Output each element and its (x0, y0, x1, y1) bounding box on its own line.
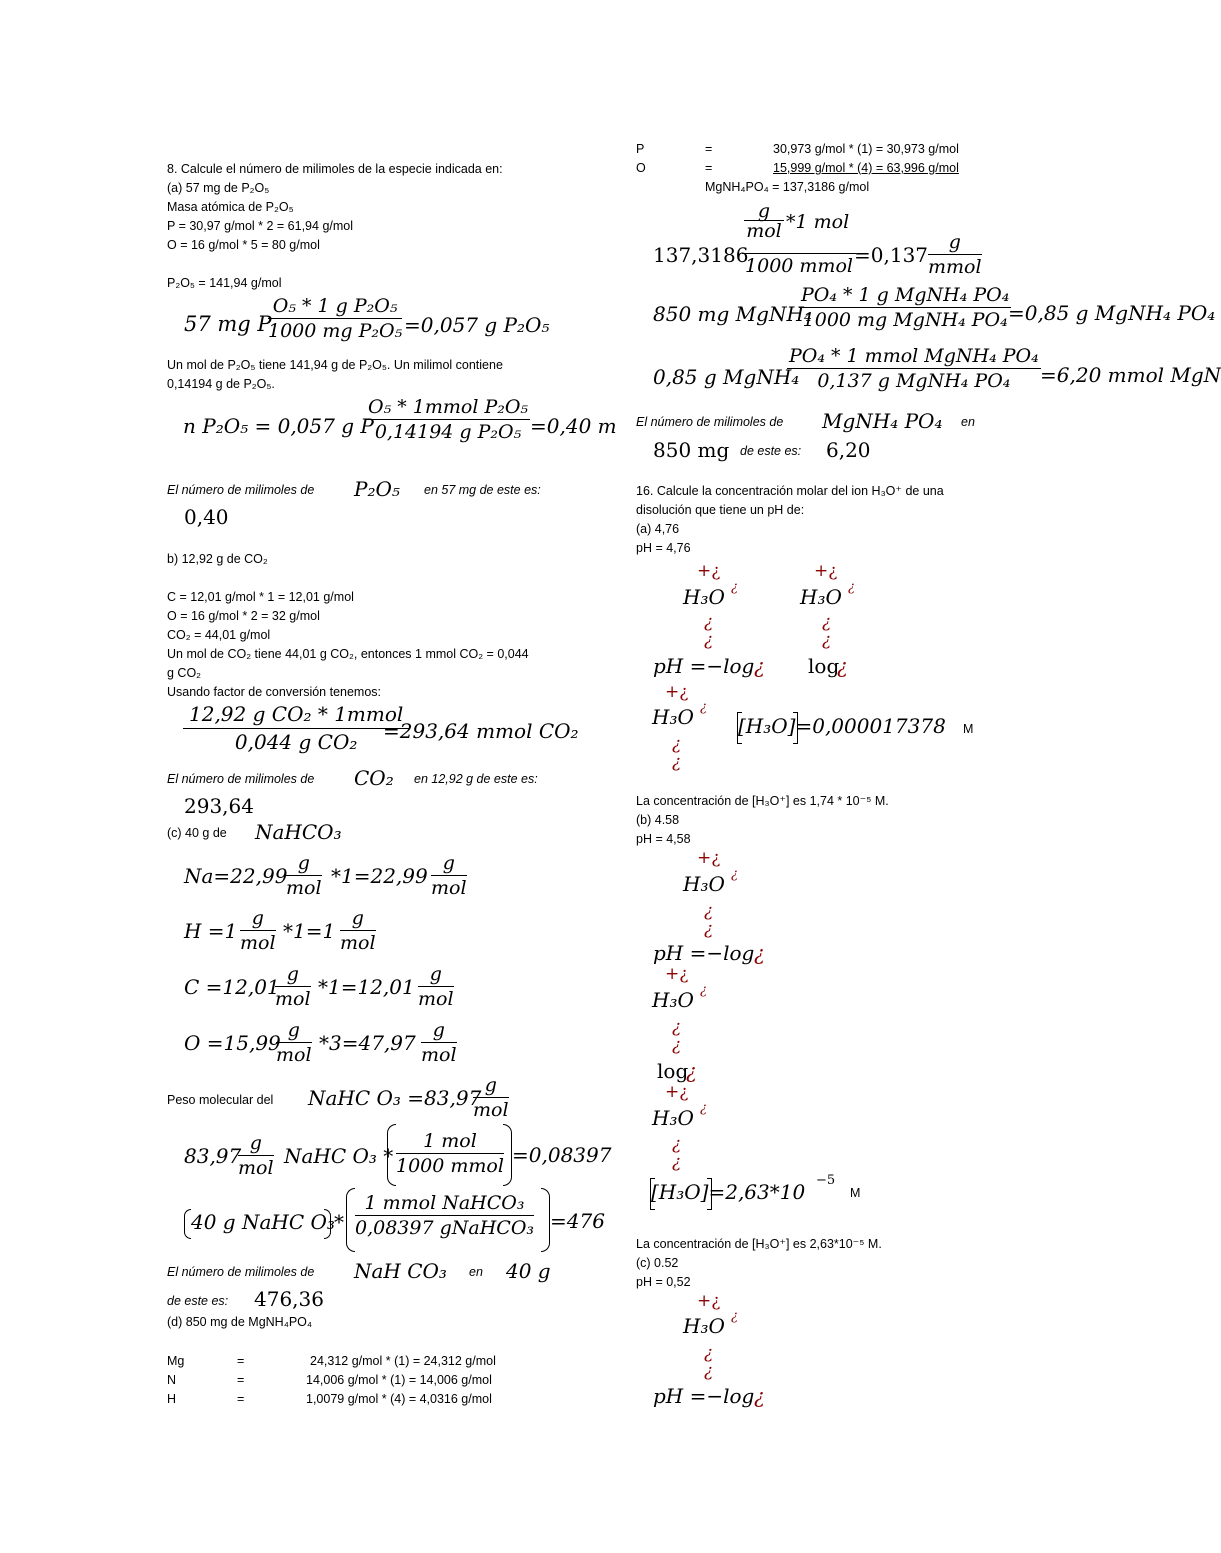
a-inv-2: ¿ (704, 630, 714, 650)
eq6-denominator: 1000 mmol (745, 255, 853, 277)
frac-num: g (928, 231, 982, 255)
a-ph-eq: pH =−log (653, 654, 755, 678)
mol-text-line1: Un mol de P₂O₅ tiene 141,94 g de P₂O₅. Un milimol contiene (167, 358, 503, 372)
eq4-left-paren (387, 1124, 396, 1186)
b-concentration-text: La concentración de [H₃O⁺] es 2,63*10⁻⁵ M. (636, 1237, 882, 1251)
b-h3o-3: H₃O (652, 1106, 694, 1130)
eq5-star: * (334, 1210, 344, 1234)
frac-den: mol (473, 1099, 509, 1121)
frac-den: mol (418, 988, 454, 1010)
result-a-value: 0,40 (184, 505, 229, 529)
eq2-right: =0,40 m (530, 414, 617, 438)
eq2-left: n P₂O₅ = 0,057 g P (183, 414, 374, 438)
eq6-left: 137,3186 (653, 243, 749, 267)
frac-den: mol (276, 1044, 312, 1066)
eq7-left: 850 mg MgNH₄ (653, 302, 812, 326)
b-h3o-2: H₃O (652, 988, 694, 1012)
eq5-right: =476 (550, 1209, 605, 1233)
question-8-title: 8. Calcule el número de milimoles de la especie indicada en: (167, 162, 503, 176)
frac-num: g (473, 1074, 509, 1098)
na-frac1 (286, 852, 322, 899)
eq5-left: 40 g NaHC O₃ (191, 1210, 335, 1234)
eq2-right-clip (530, 410, 617, 442)
b-result-left-bracket (650, 1178, 655, 1210)
b-inv-sup-3: ¿ (700, 1101, 707, 1116)
a-result-unit: M (963, 722, 974, 736)
co2-text-line2: g CO₂ (167, 666, 202, 680)
b-h3o-1: H₃O (683, 872, 725, 896)
c-inv-2: ¿ (704, 1361, 714, 1381)
eq1-right: =0,057 g P₂O₅ (404, 313, 550, 337)
na-eq-left: Na=22,99 (184, 864, 288, 888)
eq4-denominator: 1000 mmol (396, 1155, 504, 1177)
c-frac2 (418, 963, 454, 1010)
o-eq-mid: *3=47,97 (319, 1031, 416, 1055)
a-inv-7: ¿ (672, 734, 682, 754)
b-log: log (657, 1059, 689, 1083)
phosphorus-mass-line: P = 30,97 g/mol * 2 = 61,94 g/mol (167, 219, 354, 233)
eq8-numerator: PO₄ * 1 mmol MgNH₄ PO₄ (789, 345, 1039, 367)
eq4-left: 83,97 (184, 1144, 242, 1168)
b-inv-3: ¿ (754, 941, 765, 965)
h-frac2 (340, 907, 376, 954)
peso-label: Peso molecular del (167, 1093, 274, 1107)
part-c-ph-label: (c) 0.52 (636, 1256, 679, 1270)
p-calc: 30,973 g/mol * (1) = 30,973 g/mol (773, 142, 959, 156)
frac-den: mol (275, 988, 311, 1010)
p-symbol: P (636, 142, 645, 156)
result-c-prefix: El número de milimoles de (167, 1265, 315, 1279)
b-inv-8: ¿ (672, 1152, 682, 1172)
frac-num: g (240, 907, 276, 931)
eq4-unit-frac (238, 1132, 274, 1179)
a-log: log (808, 654, 840, 678)
eq6-num-tail: *1 mol (786, 211, 850, 233)
b-result-exp: −5 (816, 1173, 836, 1188)
a-plus-inv-1: +¿ (697, 561, 721, 581)
eq3-numerator: 12,92 g CO₂ * 1mmol (183, 702, 409, 729)
a-inv-5: ¿ (822, 630, 832, 650)
frac-den: mmol (928, 256, 982, 278)
frac-num: g (421, 1019, 457, 1043)
eq4-numerator: 1 mol (396, 1130, 504, 1154)
frac-num: g (275, 963, 311, 987)
eq5-open-paren (184, 1209, 191, 1239)
result-c-value: 476,36 (254, 1287, 324, 1311)
eq8-left: 0,85 g MgNH₄ (653, 365, 800, 389)
b-inv-6: ¿ (686, 1059, 697, 1083)
eq3-right: =293,64 mmol CO₂ (383, 719, 579, 743)
eq5-fraction (355, 1192, 534, 1239)
result-b-prefix: El número de milimoles de (167, 772, 315, 786)
factor-text: Usando factor de conversión tenemos: (167, 685, 382, 699)
mg-equals: = (237, 1354, 245, 1368)
h-eq-left: H =1 (184, 919, 238, 943)
result-d-prefix: El número de milimoles de (636, 415, 784, 429)
a-inv-sup-1: ¿ (731, 580, 738, 595)
b-result-unit: M (850, 1186, 861, 1200)
eq1-left: 57 mg P (184, 312, 272, 336)
b-result-eq: [H₃O]=2,63*10 (651, 1180, 806, 1204)
b-plus-inv-1: +¿ (697, 848, 721, 868)
eq4-right-paren (503, 1124, 512, 1186)
eq8-fraction (787, 345, 1041, 392)
result-c-mass: 40 g (506, 1259, 551, 1283)
eq6-unit-frac (928, 231, 982, 278)
carbon-mass-line: C = 12,01 g/mol * 1 = 12,01 g/mol (167, 590, 354, 604)
c-inv-sup-1: ¿ (731, 1309, 738, 1324)
frac-num: g (238, 1132, 274, 1156)
result-c-suffix: de este es: (167, 1294, 229, 1308)
eq3-fraction (183, 702, 409, 754)
o-eq-left: O =15,99 (184, 1031, 281, 1055)
part-c-label: (c) 40 g de (167, 826, 227, 840)
eq4-right-clip (512, 1138, 612, 1170)
o-frac1 (276, 1019, 312, 1066)
result-a-suffix: en 57 mg de este es: (424, 483, 541, 497)
frac-den: mol (421, 1044, 457, 1066)
part-c-species: NaHCO₃ (255, 820, 342, 844)
part-c-ph-value: pH = 0,52 (636, 1275, 691, 1289)
c-eq-left: C =12,01 (184, 975, 280, 999)
b-result-right-bracket (707, 1178, 712, 1210)
question-16-title-1: 16. Calcule la concentración molar del ion H₃O⁺ de una (636, 484, 944, 498)
question-16-title-2: disolución que tiene un pH de: (636, 503, 805, 517)
h-calc: 1,0079 g/mol * (4) = 4,0316 g/mol (306, 1392, 492, 1406)
b-plus-inv-2: +¿ (665, 964, 689, 984)
n-symbol: N (167, 1373, 177, 1387)
a-h3o-2: H₃O (800, 585, 842, 609)
co2-text-line1: Un mol de CO₂ tiene 44,01 g CO₂, entonces 1 mmol CO₂ = 0,044 (167, 647, 529, 661)
result-d-species: MgNH₄ PO₄ (822, 409, 943, 433)
b-inv-5: ¿ (672, 1035, 682, 1055)
eq7-denominator: 1000 mg MgNH₄ PO₄ (802, 309, 1008, 331)
frac-den: mol (340, 932, 376, 954)
eq3-denominator: 0,044 g CO₂ (234, 730, 358, 754)
result-a-species: P₂O₅ (354, 477, 400, 501)
b-inv-sup-2: ¿ (700, 983, 707, 998)
eq1-fraction (268, 295, 402, 342)
b-ph-eq: pH =−log (653, 941, 755, 965)
peso-frac (473, 1074, 509, 1121)
result-c-species: NaH CO₃ (354, 1259, 447, 1283)
eq6-fraction (742, 202, 856, 277)
eq5-left-paren (346, 1188, 355, 1252)
mgnh4po4-molar-mass: MgNH₄PO₄ = 137,3186 g/mol (705, 180, 870, 194)
co2-molar-mass: CO₂ = 44,01 g/mol (167, 628, 271, 642)
mol-text-line2: 0,14194 g de P₂O₅. (167, 377, 275, 391)
eq5-right-paren (541, 1188, 550, 1252)
a-h3o-1: H₃O (683, 585, 725, 609)
a-inv-sup-2: ¿ (848, 580, 855, 595)
eq2-denominator: 0,14194 g P₂O₅ (374, 421, 522, 443)
a-inv-8: ¿ (672, 752, 682, 772)
eq4-right: =0,08397 (512, 1143, 612, 1167)
frac-num: g (286, 852, 322, 876)
peso-eq: NaHC O₃ =83,97 (308, 1086, 482, 1110)
result-d-en: en (961, 415, 975, 429)
result-c-en: en (469, 1265, 483, 1279)
eq6-inner-den: mol (744, 220, 784, 241)
eq4-mid: NaHC O₃ * (284, 1144, 394, 1168)
a-result-eq: [H₃O]=0,000017378 (738, 714, 946, 738)
a-plus-inv-2: +¿ (814, 561, 838, 581)
oxygen-mass-line: O = 16 g/mol * 5 = 80 g/mol (167, 238, 320, 252)
eq2-fraction (366, 396, 530, 443)
eq8-right: =6,20 mmol MgN (1040, 363, 1221, 387)
b-inv-2: ¿ (704, 919, 714, 939)
eq7-fraction (799, 284, 1011, 331)
eq5-numerator: 1 mmol NaHCO₃ (355, 1192, 534, 1216)
a-result-left-bracket (737, 712, 742, 744)
eq6-right: =0,137 (854, 243, 929, 267)
result-a-prefix: El número de milimoles de (167, 483, 315, 497)
c-inv-1: ¿ (704, 1343, 714, 1363)
a-plus-inv-3: +¿ (665, 682, 689, 702)
frac-den: mol (240, 932, 276, 954)
result-d-mass: 850 mg (653, 438, 730, 462)
eq7-numerator: PO₄ * 1 g MgNH₄ PO₄ (801, 284, 1010, 306)
c-frac1 (275, 963, 311, 1010)
c-inv-3: ¿ (754, 1384, 765, 1408)
part-a-label: (a) 57 mg de P₂O₅ (167, 181, 270, 195)
na-eq-mid: *1=22,99 (331, 864, 428, 888)
c-plus-inv-1: +¿ (697, 1291, 721, 1311)
mg-symbol: Mg (167, 1354, 185, 1368)
h-eq-mid: *1=1 (283, 919, 336, 943)
c-ph-eq: pH =−log (653, 1384, 755, 1408)
a-inv-6: ¿ (837, 654, 848, 678)
a-inv-4: ¿ (822, 612, 832, 632)
o-calc: 15,999 g/mol * (4) = 63,996 g/mol (773, 161, 959, 175)
eq2-numerator: O₅ * 1mmol P₂O₅ (368, 396, 529, 418)
result-b-suffix: en 12,92 g de este es: (414, 772, 538, 786)
h-frac1 (240, 907, 276, 954)
frac-num: g (431, 852, 467, 876)
part-b-label: b) 12,92 g de CO₂ (167, 552, 268, 566)
a-concentration-text: La concentración de [H₃O⁺] es 1,74 * 10⁻⁵ M. (636, 794, 889, 808)
eq5-close-paren (324, 1209, 331, 1239)
eq7-right: =0,85 g MgNH₄ PO₄ (1008, 301, 1216, 325)
result-d-suffix: de este es: (740, 444, 802, 458)
result-b-value: 293,64 (184, 794, 254, 818)
part-a-ph-value: pH = 4,76 (636, 541, 691, 555)
frac-den: mol (431, 877, 467, 899)
eq1-numerator: O₅ * 1 g P₂O₅ (268, 295, 402, 319)
eq5-denominator: 0,08397 gNaHCO₃ (355, 1217, 535, 1239)
atomic-mass-heading: Masa atómica de P₂O₅ (167, 200, 294, 214)
oxygen-mass-line-b: O = 16 g/mol * 2 = 32 g/mol (167, 609, 320, 623)
b-inv-1: ¿ (704, 901, 714, 921)
part-a-ph-label: (a) 4,76 (636, 522, 680, 536)
n-equals: = (237, 1373, 245, 1387)
b-plus-inv-3: +¿ (665, 1082, 689, 1102)
frac-den: mol (286, 877, 322, 899)
n-calc: 14,006 g/mol * (1) = 14,006 g/mol (306, 1373, 492, 1387)
o-frac2 (421, 1019, 457, 1066)
a-h3o-3: H₃O (652, 705, 694, 729)
b-inv-sup-1: ¿ (731, 867, 738, 882)
c-h3o-1: H₃O (683, 1314, 725, 1338)
p-equals: = (705, 142, 713, 156)
eq5-right-clip (550, 1204, 605, 1236)
a-inv-1: ¿ (704, 612, 714, 632)
c-eq-mid: *1=12,01 (318, 975, 415, 999)
mg-calc: 24,312 g/mol * (1) = 24,312 g/mol (310, 1354, 496, 1368)
h-symbol: H (167, 1392, 177, 1406)
o-equals: = (705, 161, 713, 175)
part-b-ph-label: (b) 4.58 (636, 813, 680, 827)
a-inv-3: ¿ (754, 654, 765, 678)
eq8-denominator: 0,137 g MgNH₄ PO₄ (817, 370, 1011, 392)
b-inv-4: ¿ (672, 1017, 682, 1037)
frac-num: g (340, 907, 376, 931)
a-result-right-bracket (793, 712, 798, 744)
eq8-right-clip (1040, 358, 1221, 390)
part-d-label: (d) 850 mg de MgNH₄PO₄ (167, 1315, 312, 1329)
eq7-right-clip (1008, 296, 1216, 328)
part-b-ph-value: pH = 4,58 (636, 832, 691, 846)
eq6-numerator (742, 202, 856, 254)
a-inv-sup-3: ¿ (700, 700, 707, 715)
p2o5-molar-mass: P₂O₅ = 141,94 g/mol (167, 276, 282, 290)
o-symbol: O (636, 161, 646, 175)
result-b-species: CO₂ (354, 766, 394, 790)
b-inv-7: ¿ (672, 1134, 682, 1154)
na-frac2 (431, 852, 467, 899)
eq1-denominator: 1000 mg P₂O₅ (268, 320, 403, 342)
frac-num: g (418, 963, 454, 987)
frac-den: mol (238, 1157, 274, 1179)
eq6-inner-num: g (757, 200, 771, 222)
frac-num: g (276, 1019, 312, 1043)
result-d-value: 6,20 (826, 438, 871, 462)
h-equals: = (237, 1392, 245, 1406)
eq4-fraction (396, 1130, 504, 1177)
